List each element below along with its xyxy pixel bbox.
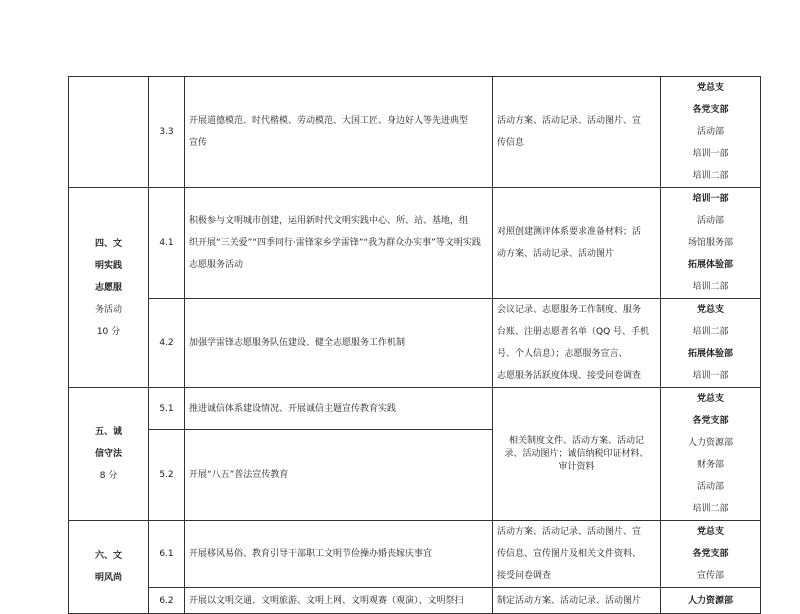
departments: 党总支 各党支部 活动部 培训一部 培训二部 [661,77,761,188]
category-cell: 四、文 明实践 志愿服 务活动 10 分 [69,188,149,388]
materials: 相关制度文件、活动方案、活动记 录、活动图片；诚信纳税印证材料、 审计资料 [493,388,661,521]
table-row [69,588,761,614]
category-cell: 六、文 明风尚 [69,521,149,614]
table-row [69,77,761,188]
table-row [69,388,761,430]
category-cell: 五、诚 信守法 8 分 [69,388,149,521]
materials: 活动方案、活动记录、活动图片、宣 传信息 [493,77,661,188]
item-content: 推进诚信体系建设情况、开展诚信主题宣传教育实践 [185,388,493,430]
item-code: 3.3 [149,77,185,188]
departments: 培训一部 活动部 场馆服务部 拓展体验部 培训二部 [661,188,761,299]
materials: 会议记录、志愿服务工作制度、服务 台账、注册志愿者名单（QQ 号、手机 号、个人信息）；志愿服务宣言、 志愿服务活跃度体现、接受问卷调查 [493,299,661,388]
departments: 人力资源部 [661,588,761,614]
materials: 制定活动方案、活动记录、活动图片 [493,588,661,614]
item-content: 开展“八五”普法宣传教育 [185,430,493,521]
departments: 党总支 各党支部 宣传部 [661,521,761,588]
item-content: 积极参与文明城市创建，运用新时代文明实践中心、所、站、基地，组 织开展“三关爱”“四季同行·雷锋家乡学雷锋”“我为群众办实事”等文明实践 志愿服务活动 [185,188,493,299]
item-code: 4.1 [149,188,185,299]
item-content: 加强学雷锋志愿服务队伍建设、健全志愿服务工作机制 [185,299,493,388]
category-cell-empty [69,77,149,188]
item-code: 4.2 [149,299,185,388]
item-code: 5.1 [149,388,185,430]
item-content: 开展以文明交通、文明旅游、文明上网、文明观赛（观演）、文明祭扫 [185,588,493,614]
evaluation-table [68,76,761,614]
item-code: 5.2 [149,430,185,521]
table-row [69,521,761,588]
departments: 党总支 各党支部 人力资源部 财务部 活动部 培训二部 [661,388,761,521]
materials: 对照创建测评体系要求准备材料；活 动方案、活动记录、活动图片 [493,188,661,299]
table-row [69,299,761,388]
item-code: 6.1 [149,521,185,588]
item-content: 开展移风易俗、教育引导干部职工文明节俭操办婚丧嫁庆事宜 [185,521,493,588]
departments: 党总支 培训二部 拓展体验部 培训一部 [661,299,761,388]
table-row [69,188,761,299]
item-content: 开展道德模范、时代楷模、劳动模范、大国工匠、身边好人等先进典型 宣传 [185,77,493,188]
materials: 活动方案、活动记录、活动图片、宣 传信息、宣传图片及相关文件资料、 接受问卷调查 [493,521,661,588]
item-code: 6.2 [149,588,185,614]
